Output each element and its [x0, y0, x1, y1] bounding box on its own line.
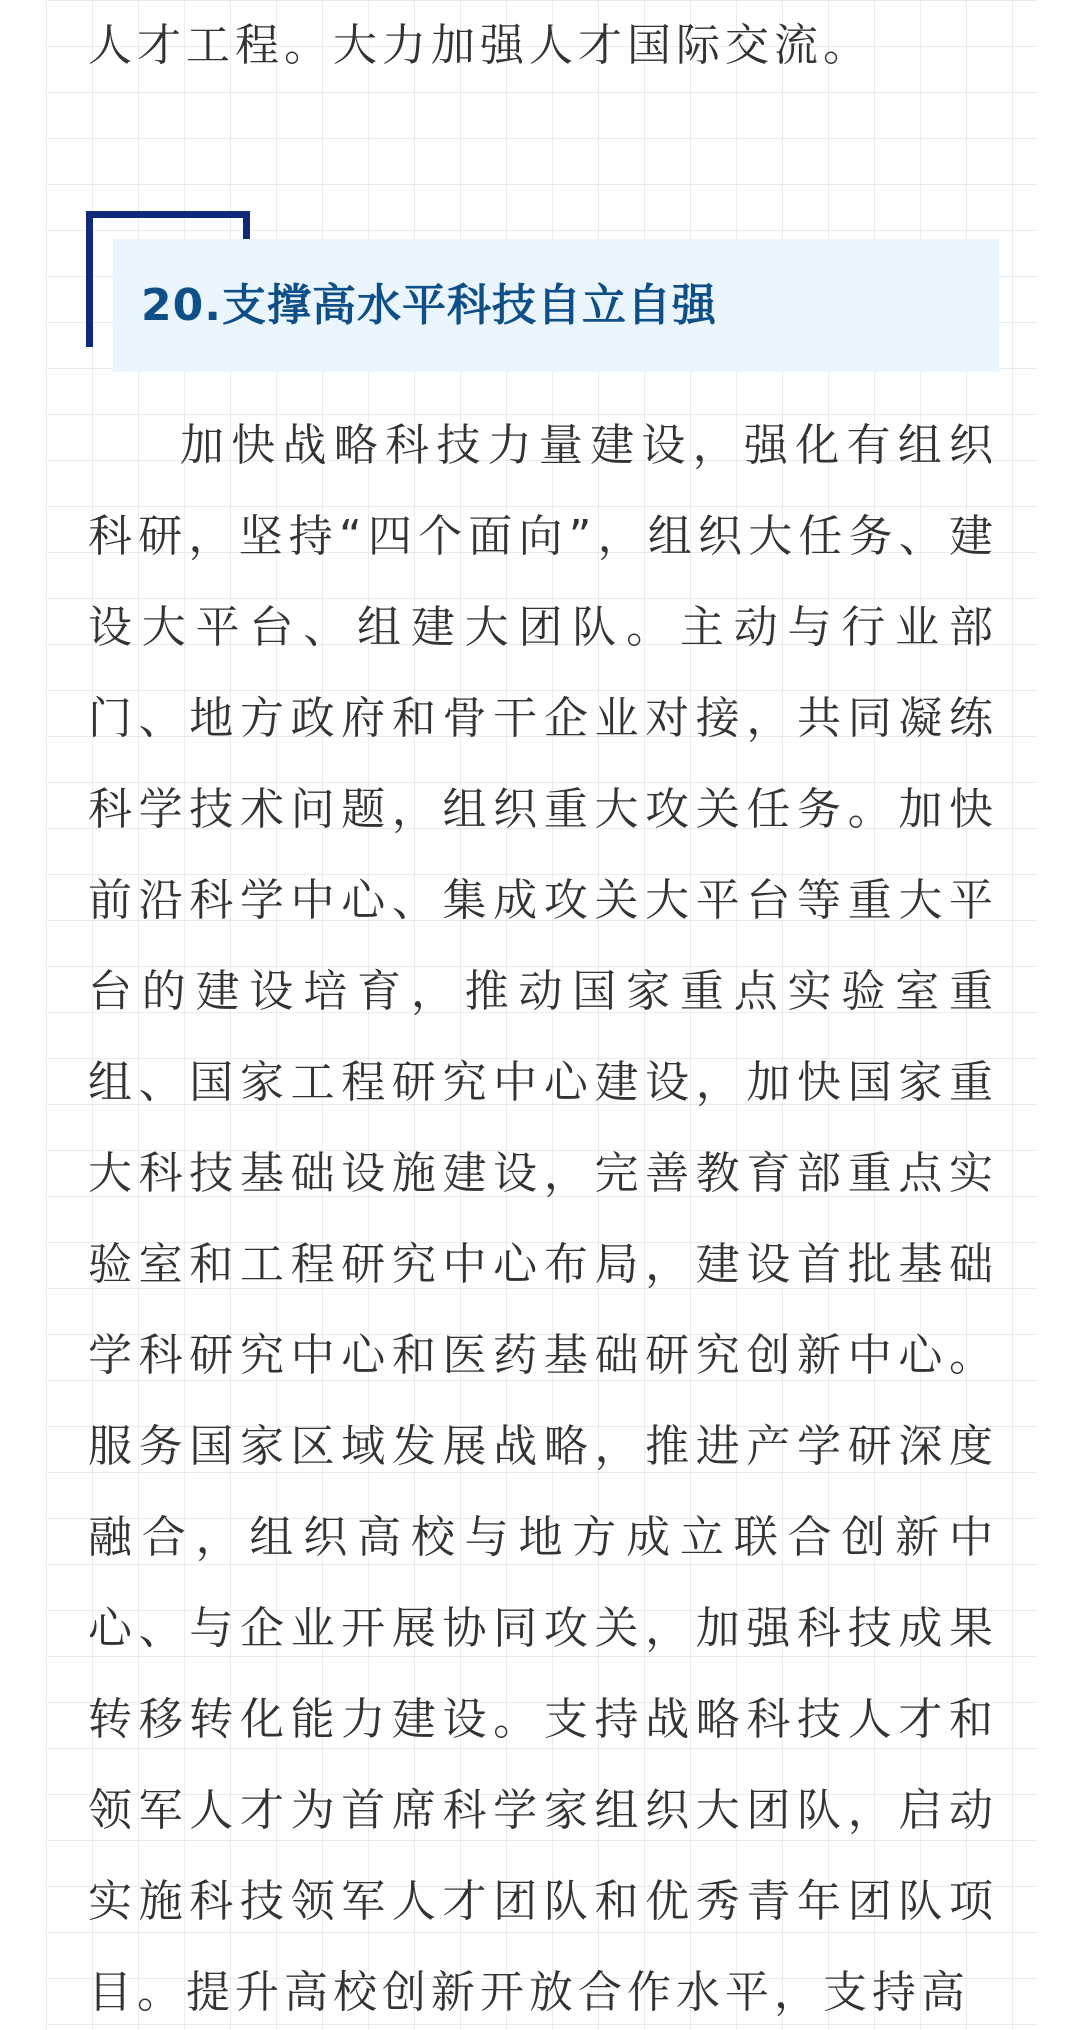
- section-heading-block: [86, 211, 1000, 375]
- section-paragraph: 加快战略科技力量建设，强化有组织科研，坚持“四个面向”，组织大任务、建设大平台、组建大团队。主动与行业部门、地方政府和骨干企业对接，共同凝练科学技术问题，组织重大攻关任务。加快前沿科学中心、集成攻关大平台等重大平台的建设培育，推动国家重点实验室重组、国家工程研究中心建设，加快国家重大科技基础设施建设，完善教育部重点实验室和工程研究中心布局，建设首批基础学科研究中心和医药基础研究创新中心。服务国家区域发展战略，推进产学研深度融合，组织高校与地方成立联合创新中心、与企业开展协同攻关，加强科技成果转移转化能力建设。支持战略科技人才和领军人才为首席科学家组织大团队，启动实施科技领军人才团队和优秀青年团队项目。提升高校创新开放合作水平，支持高: [88, 420, 998, 2018]
- previous-paragraph-tail: 人才工程。大力加强人才国际交流。: [88, 20, 872, 71]
- section-heading: 20.支撑高水平科技自立自强: [141, 280, 717, 331]
- heading-background-box: [113, 239, 999, 372]
